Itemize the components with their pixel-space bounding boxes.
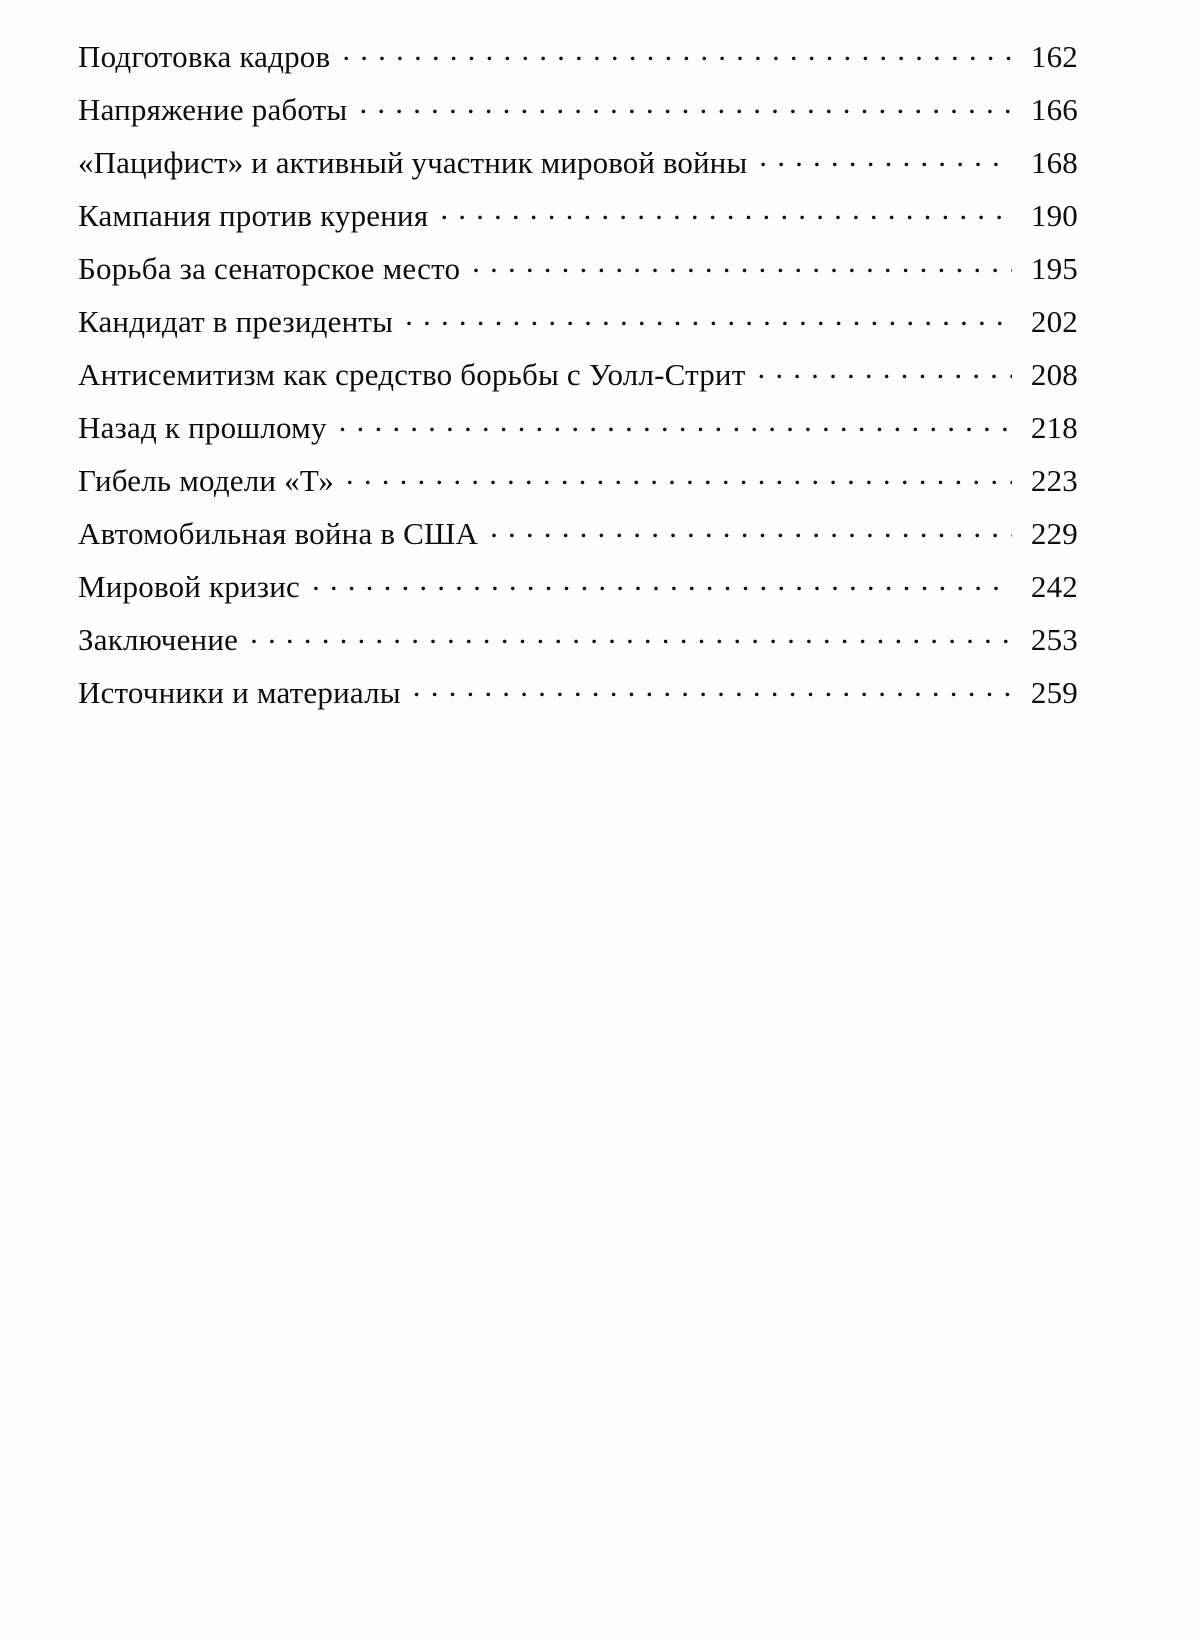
- toc-entry-page: 168: [1030, 145, 1078, 180]
- toc-entry-page: 229: [1030, 516, 1078, 551]
- toc-leader-dots: [757, 354, 1012, 385]
- toc-entry-page: 208: [1030, 357, 1078, 392]
- toc-entry-page: 253: [1030, 622, 1078, 657]
- toc-entry-page: 202: [1030, 304, 1078, 339]
- toc-entry[interactable]: [78, 513, 1078, 566]
- toc-entry[interactable]: [78, 460, 1078, 513]
- toc-entry-title: Заключение: [78, 622, 239, 657]
- toc-entry-title: Источники и материалы: [78, 675, 401, 710]
- toc-entry-page: 166: [1030, 92, 1078, 127]
- toc-entry[interactable]: [78, 407, 1078, 460]
- toc-entry-page: 242: [1030, 569, 1078, 604]
- toc-entry-title: Мировой кризис: [78, 569, 300, 604]
- toc-leader-dots: [359, 89, 1012, 120]
- toc-entry-title: Напряжение работы: [78, 92, 348, 127]
- toc-entry-title: «Пацифист» и активный участник мировой войны: [78, 145, 748, 180]
- toc-entry-title: Гибель модели «Т»: [78, 463, 334, 498]
- toc-entry-title: Антисемитизм как средство борьбы с Уолл-Стрит: [78, 357, 746, 392]
- toc-leader-dots: [472, 248, 1012, 279]
- toc-leader-dots: [490, 513, 1012, 544]
- toc-leader-dots: [312, 566, 1012, 597]
- toc-entry[interactable]: [78, 301, 1078, 354]
- toc-entry[interactable]: [78, 89, 1078, 142]
- toc-entry[interactable]: [78, 195, 1078, 248]
- toc-entry-title: Кандидат в президенты: [78, 304, 394, 339]
- toc-entry-title: Борьба за сенаторское место: [78, 251, 461, 286]
- toc-entry[interactable]: [78, 248, 1078, 301]
- toc-entry[interactable]: [78, 619, 1078, 672]
- toc-entry-page: 190: [1030, 198, 1078, 233]
- table-of-contents: [78, 36, 1078, 725]
- toc-entry[interactable]: [78, 354, 1078, 407]
- toc-leader-dots: [405, 301, 1012, 332]
- toc-entry[interactable]: [78, 142, 1078, 195]
- toc-entry-title: Автомобильная война в США: [78, 516, 479, 551]
- toc-leader-dots: [440, 195, 1012, 226]
- toc-entry-title: Кампания против курения: [78, 198, 429, 233]
- toc-entry-title: Назад к прошлому: [78, 410, 327, 445]
- toc-leader-dots: [346, 460, 1012, 491]
- toc-entry-page: 259: [1030, 675, 1078, 710]
- toc-entry-page: 218: [1030, 410, 1078, 445]
- toc-leader-dots: [342, 36, 1012, 67]
- toc-entry[interactable]: [78, 36, 1078, 89]
- toc-leader-dots: [250, 619, 1012, 650]
- toc-leader-dots: [339, 407, 1012, 438]
- toc-entry-title: Подготовка кадров: [78, 39, 331, 74]
- toc-leader-dots: [759, 142, 1012, 173]
- toc-entry-page: 162: [1030, 39, 1078, 74]
- toc-entry[interactable]: [78, 566, 1078, 619]
- toc-entry-page: 223: [1030, 463, 1078, 498]
- toc-entry-page: 195: [1030, 251, 1078, 286]
- toc-leader-dots: [413, 672, 1012, 703]
- toc-entry[interactable]: [78, 672, 1078, 725]
